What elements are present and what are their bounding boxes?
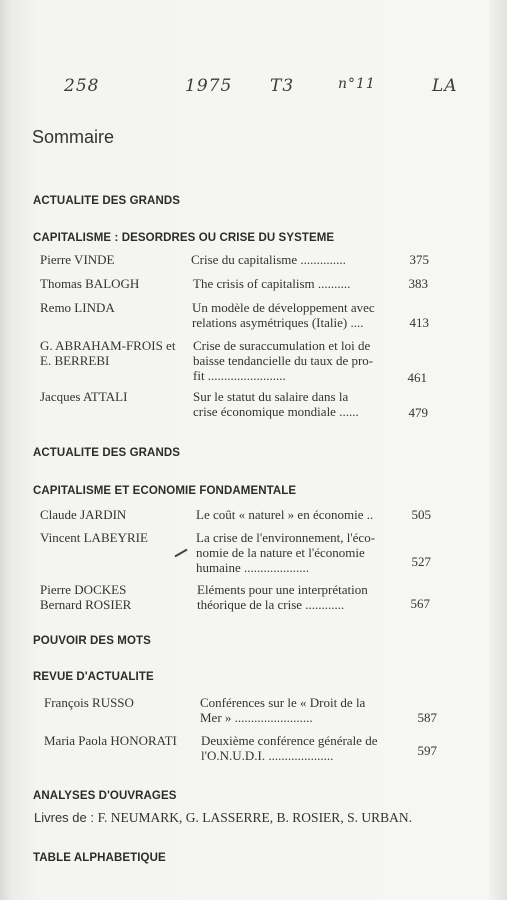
entry-page: 383 [408,276,428,291]
entry-author: Vincent LABEYRIE [40,530,148,545]
entry-page: 479 [408,405,428,420]
entry-page: 597 [417,743,437,758]
entry-title: Crise de suraccumulation et loi de baisse tendancielle du taux de pro- fit ........................ [193,338,374,383]
entry-page: 413 [409,315,429,330]
handwritten-note: 258 [64,76,100,96]
page-edge [489,0,507,900]
entry-author: Pierre VINDE [40,252,115,267]
entry-author: Pierre DOCKES Bernard ROSIER [40,582,132,612]
entry-author: Jacques ATTALI [40,389,128,404]
entry-author: Claude JARDIN [40,507,127,522]
entry-title: Le coût « naturel » en économie .. [196,507,374,522]
entry-page: 527 [411,554,431,569]
section-heading: POUVOIR DES MOTS [33,635,151,647]
entry-title: Un modèle de développement avec relations asymétriques (Italie) .... [192,300,375,330]
entry-author: Thomas BALOGH [40,276,140,291]
entry-title: La crise de l'environnement, l'éco- nomie de la nature et l'économie humaine .................... [196,530,376,575]
entry-title: Eléments pour une interprétation théorique de la crise ............ [197,582,368,612]
handwritten-note: LA [432,76,458,96]
section-heading: ANALYSES D'OUVRAGES [33,790,177,802]
entry-page: 375 [409,252,429,267]
entry-page: 505 [411,507,431,522]
section-heading: TABLE ALPHABETIQUE [33,852,166,864]
entry-author: Remo LINDA [40,300,115,315]
section-heading: ACTUALITE DES GRANDS [33,195,181,207]
entry-page: 567 [410,596,430,611]
entry-title: Deuxième conférence générale de l'O.N.U.D.I. .................... [201,733,378,763]
entry-author: G. ABRAHAM-FROIS et E. BERREBI [40,338,176,368]
handwritten-note: n°11 [338,76,376,92]
entry-title: Conférences sur le « Droit de la Mer » ........................ [200,695,366,725]
book-list [34,810,412,826]
book-authors: F. NEUMARK, G. LASSERRE, B. ROSIER, S. URBAN. [97,810,412,825]
handwritten-note: 1975 [185,76,233,96]
page-title: Sommaire [32,127,115,147]
entry-title: Sur le statut du salaire dans la crise économique mondiale ...... [193,389,359,419]
entry-title: Crise du capitalisme .............. [191,252,346,267]
pen-mark [174,549,187,558]
handwritten-note: T3 [270,76,295,96]
entry-author: François RUSSO [44,695,134,710]
entry-author: Maria Paola HONORATI [44,733,177,748]
section-heading: REVUE D'ACTUALITE [33,671,154,683]
entry-page: 587 [417,710,437,725]
book-list-label: Livres de : [34,810,94,825]
entry-page: 461 [407,370,427,385]
section-heading: CAPITALISME ET ECONOMIE FONDAMENTALE [33,485,297,497]
entry-title: The crisis of capitalism .......... [193,276,351,291]
section-heading: CAPITALISME : DESORDRES OU CRISE DU SYSTEME [33,232,335,244]
section-heading: ACTUALITE DES GRANDS [33,447,181,459]
